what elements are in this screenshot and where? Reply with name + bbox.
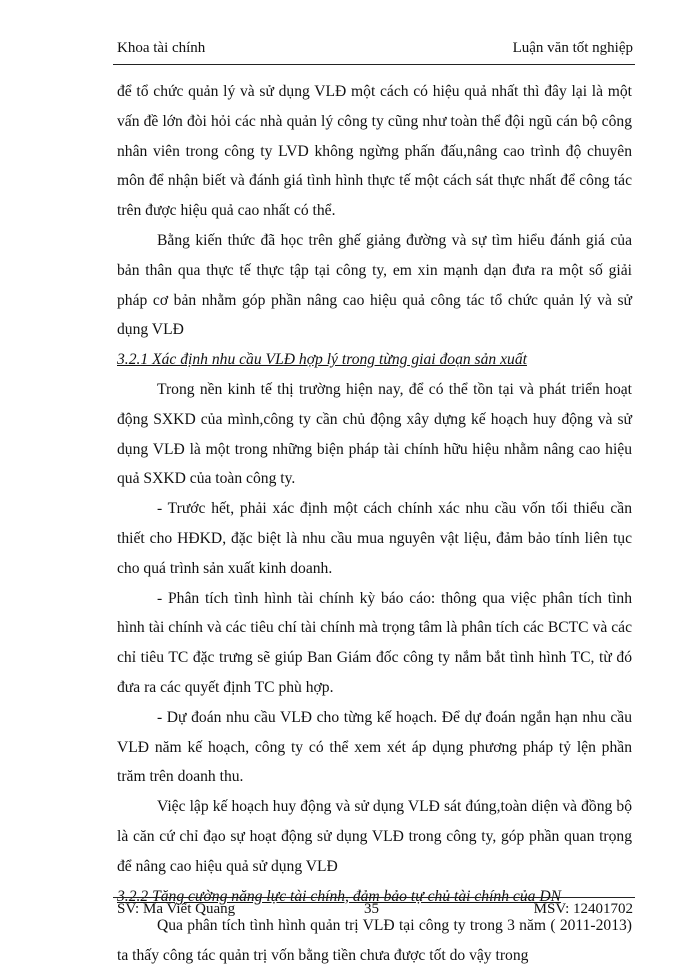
paragraph-0: để tổ chức quản lý và sử dụng VLĐ một cách có hiệu quả nhất thì đây lại là một vấn đề lớn đòi hỏi các nhà quản lý công ty cũng như toàn thể đội ngũ cán bộ công nhân viên trong công ty LVD không ngừng phấn đấu,nâng cao trình độ chuyên môn để nhận biết và đánh giá tình hình thực tế một cách sát thực nhất để công tác trên được hiệu quả cao nhất có thể. (117, 83, 632, 220)
document-body (117, 77, 632, 971)
paragraph-4: - Phân tích tình hình tài chính kỳ báo cáo: thông qua việc phân tích tình hình tài chính và các tiêu chí tài chính mà trọng tâm là phân tích các BCTC và các chỉ tiêu TC đặc trưng sẽ giúp Ban Giám đốc công ty nắm bắt tình hình TC, từ đó đưa ra các quyết định TC phù hợp. (117, 589, 632, 696)
footer-divider (113, 897, 635, 898)
paragraph-2: Trong nền kinh tế thị trường hiện nay, để có thể tồn tại và phát triển hoạt động SXKD của mình,công ty cần chủ động xây dựng kế hoạch huy động và sử dụng VLĐ là một trong những biện pháp tài chính hữu hiệu nhằm nâng cao hiệu quả SXKD của toàn công ty. (117, 380, 632, 488)
header-faculty: Khoa tài chính (117, 40, 206, 56)
page-number: 35 (364, 901, 379, 917)
footer-student-name: SV: Ma Viết Quang (117, 901, 236, 917)
section-heading-3-2-2: 3.2.2 Tăng cường năng lực tài chính, đảm bảo tự chủ tài chính của DN (117, 887, 562, 905)
paragraph-7: Qua phân tích tình hình quản trị VLĐ tại công ty trong 3 năm ( 2011-2013) ta thấy công tác quản trị vốn bằng tiền chưa được tốt do vậy trong (117, 917, 632, 965)
footer-student-id: MSV: 12401702 (533, 901, 633, 917)
header-divider (113, 64, 635, 65)
header-thesis-title: Luận văn tốt nghiệp (512, 40, 633, 56)
paragraph-5: - Dự đoán nhu cầu VLĐ cho từng kế hoạch. Để dự đoán ngắn hạn nhu cầu VLĐ năm kế hoạch, công ty có thể xem xét áp dụng phương pháp tỷ lện phần trăm trên doanh thu. (117, 708, 632, 786)
paragraph-6: Việc lập kế hoạch huy động và sử dụng VLĐ sát đúng,toàn diện và đồng bộ là căn cứ chỉ đạo sự hoạt động sử dụng VLĐ trong công ty, góp phần quan trọng để nâng cao hiệu quả sử dụng VLĐ (117, 798, 632, 875)
paragraph-3: - Trước hết, phải xác định một cách chính xác nhu cầu vốn tối thiểu cần thiết cho HĐKD, đặc biệt là nhu cầu mua nguyên vật liệu, đảm bảo tính liên tục cho quá trình sản xuất kinh doanh. (117, 500, 632, 577)
section-heading-3-2-1: 3.2.1 Xác định nhu cầu VLĐ hợp lý trong từng giai đoạn sản xuất (117, 351, 527, 369)
paragraph-1: Bằng kiến thức đã học trên ghế giảng đường và sự tìm hiểu đánh giá của bản thân qua thực tế thực tập tại công ty, em xin mạnh dạn đưa ra một số giải pháp cơ bản nhằm góp phần nâng cao hiệu quả công tác tổ chức quản lý và sử dụng VLĐ (117, 231, 632, 339)
